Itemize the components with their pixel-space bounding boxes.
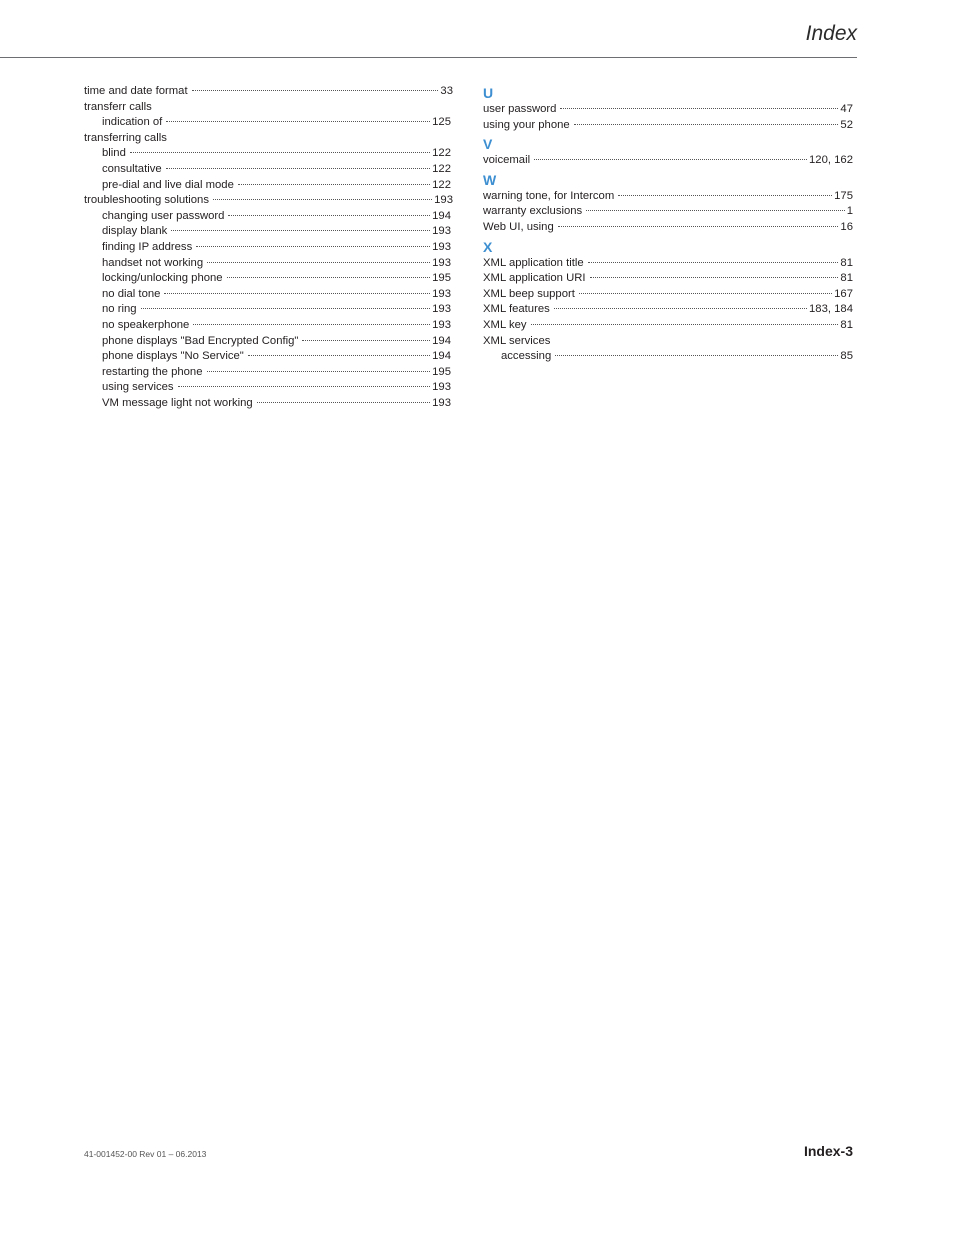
index-term: transferr calls: [84, 100, 152, 113]
index-subentry: [84, 162, 453, 178]
index-term: consultative: [102, 162, 162, 175]
page-number: Index-3: [803, 1143, 853, 1159]
index-term: blind: [102, 147, 126, 160]
dot-leader: [618, 195, 832, 196]
index-term: using your phone: [483, 118, 570, 131]
dot-leader: [196, 246, 430, 247]
index-term: phone displays "Bad Encrypted Config": [102, 334, 299, 347]
dot-leader: [166, 168, 430, 169]
index-page-ref: 122: [432, 147, 451, 160]
index-page-ref: 193: [432, 256, 451, 269]
dot-leader: [560, 108, 838, 109]
page-header-title: Index: [805, 22, 857, 45]
index-entry: [483, 287, 853, 303]
index-subentry: [84, 115, 453, 131]
index-page-ref: 47: [840, 103, 853, 115]
index-term: Web UI, using: [483, 220, 554, 233]
index-term: locking/unlocking phone: [102, 272, 223, 285]
index-term: no dial tone: [102, 287, 161, 300]
index-term: display blank: [102, 225, 168, 238]
index-page-ref: 81: [840, 256, 853, 269]
index-page-ref: 193: [432, 225, 451, 238]
index-subentry: [84, 178, 453, 194]
index-entry: [483, 153, 853, 169]
index-subentry: [84, 240, 453, 256]
index-column-left: [84, 84, 453, 411]
index-term: handset not working: [102, 256, 204, 269]
index-page-ref: 195: [432, 365, 451, 378]
index-entry: [483, 102, 853, 118]
index-term: warning tone, for Intercom: [483, 189, 615, 202]
index-entry: [84, 131, 453, 147]
dot-leader: [302, 340, 430, 341]
dot-leader: [555, 355, 838, 356]
index-subentry: [84, 334, 453, 350]
index-letter-heading: U: [483, 85, 494, 101]
index-term: XML application title: [483, 256, 584, 269]
index-entry: [483, 256, 853, 272]
index-page-ref: 193: [432, 318, 451, 331]
dot-leader: [588, 262, 839, 263]
dot-leader: [531, 324, 839, 325]
index-term: no ring: [102, 303, 137, 316]
dot-leader: [558, 226, 839, 227]
index-subentry: [483, 349, 853, 365]
index-term: VM message light not working: [102, 396, 253, 409]
index-entry: [84, 84, 453, 100]
index-page-ref: 194: [432, 334, 451, 347]
dot-leader: [166, 121, 430, 122]
index-subentry: [84, 318, 453, 334]
index-letter-heading: X: [483, 238, 493, 255]
index-term: pre-dial and live dial mode: [102, 178, 234, 191]
index-page-ref: 81: [840, 318, 853, 331]
index-page-ref: 122: [432, 178, 451, 191]
index-subentry: [84, 209, 453, 225]
index-term: changing user password: [102, 209, 225, 222]
index-page-ref: 33: [440, 85, 453, 97]
index-page-ref: 193: [434, 194, 453, 207]
index-term: indication of: [102, 116, 163, 129]
dot-leader: [257, 402, 430, 403]
dot-leader: [248, 355, 430, 356]
index-page-ref: 193: [432, 240, 451, 253]
index-entry: [84, 100, 453, 116]
index-page-ref: 193: [432, 303, 451, 316]
dot-leader: [534, 159, 807, 160]
dot-leader: [207, 262, 430, 263]
dot-leader: [192, 90, 439, 91]
index-term: voicemail: [483, 154, 531, 167]
index-page-ref: 1: [846, 205, 853, 218]
index-entry: [483, 302, 853, 318]
index-term: time and date format: [84, 85, 188, 97]
dot-leader: [579, 293, 832, 294]
index-page-ref: 175: [834, 189, 853, 202]
index-term: XML application URI: [483, 272, 586, 285]
index-page-ref: 193: [432, 396, 451, 409]
index-term: XML key: [483, 318, 527, 331]
index-subentry: [84, 365, 453, 381]
index-term: XML features: [483, 303, 550, 316]
dot-leader: [228, 215, 430, 216]
index-subentry: [84, 287, 453, 303]
index-term: XML beep support: [483, 287, 575, 300]
dot-leader: [141, 308, 431, 309]
dot-leader: [207, 371, 431, 372]
dot-leader: [554, 308, 807, 309]
index-term: using services: [102, 381, 174, 394]
index-page-ref: 125: [432, 116, 451, 129]
index-page-ref: 52: [840, 118, 853, 131]
index-page-ref: 81: [840, 272, 853, 285]
index-term: accessing: [501, 350, 552, 363]
index-entry: [483, 118, 853, 134]
index-column-right: [483, 84, 853, 365]
index-page-ref: 194: [432, 350, 451, 363]
index-page-ref: 120, 162: [809, 154, 853, 167]
index-term: transferring calls: [84, 131, 167, 144]
index-page-ref: 193: [432, 381, 451, 394]
index-subentry: [84, 349, 453, 365]
index-letter-heading: W: [483, 171, 497, 188]
dot-leader: [590, 277, 839, 278]
dot-leader: [178, 386, 431, 387]
dot-leader: [227, 277, 431, 278]
header-divider: [0, 57, 857, 58]
dot-leader: [171, 230, 430, 231]
dot-leader: [586, 210, 845, 211]
index-term: finding IP address: [102, 240, 193, 253]
index-subentry: [84, 256, 453, 272]
dot-leader: [193, 324, 430, 325]
index-subentry: [84, 146, 453, 162]
index-term: phone displays "No Service": [102, 350, 244, 363]
dot-leader: [164, 293, 430, 294]
index-term: troubleshooting solutions: [84, 194, 209, 207]
index-page-ref: 122: [432, 162, 451, 175]
index-term: restarting the phone: [102, 365, 203, 378]
index-entry: [483, 220, 853, 236]
index-page-ref: 194: [432, 209, 451, 222]
document-code: 41-001452-00 Rev 01 – 06.2013: [84, 1149, 207, 1159]
index-subentry: [84, 302, 453, 318]
index-page-ref: 85: [840, 350, 853, 363]
index-entry: [483, 271, 853, 287]
index-subentry: [84, 396, 453, 412]
index-page-ref: 195: [432, 272, 451, 285]
index-entry: [483, 189, 853, 205]
dot-leader: [213, 199, 432, 200]
index-page-ref: 167: [834, 287, 853, 300]
index-entry: [483, 204, 853, 220]
dot-leader: [574, 124, 839, 125]
index-letter-heading: V: [483, 136, 493, 153]
dot-leader: [238, 184, 430, 185]
index-entry: [84, 193, 453, 209]
index-entry: [483, 318, 853, 334]
index-term: no speakerphone: [102, 318, 190, 331]
index-term: XML services: [483, 334, 551, 347]
index-page-ref: 193: [432, 287, 451, 300]
index-entry: [483, 334, 853, 350]
index-page-ref: 16: [840, 220, 853, 233]
index-subentry: [84, 380, 453, 396]
index-term: warranty exclusions: [483, 205, 583, 218]
index-subentry: [84, 224, 453, 240]
index-term: user password: [483, 103, 557, 115]
index-subentry: [84, 271, 453, 287]
dot-leader: [130, 152, 430, 153]
index-page-ref: 183, 184: [809, 303, 853, 316]
